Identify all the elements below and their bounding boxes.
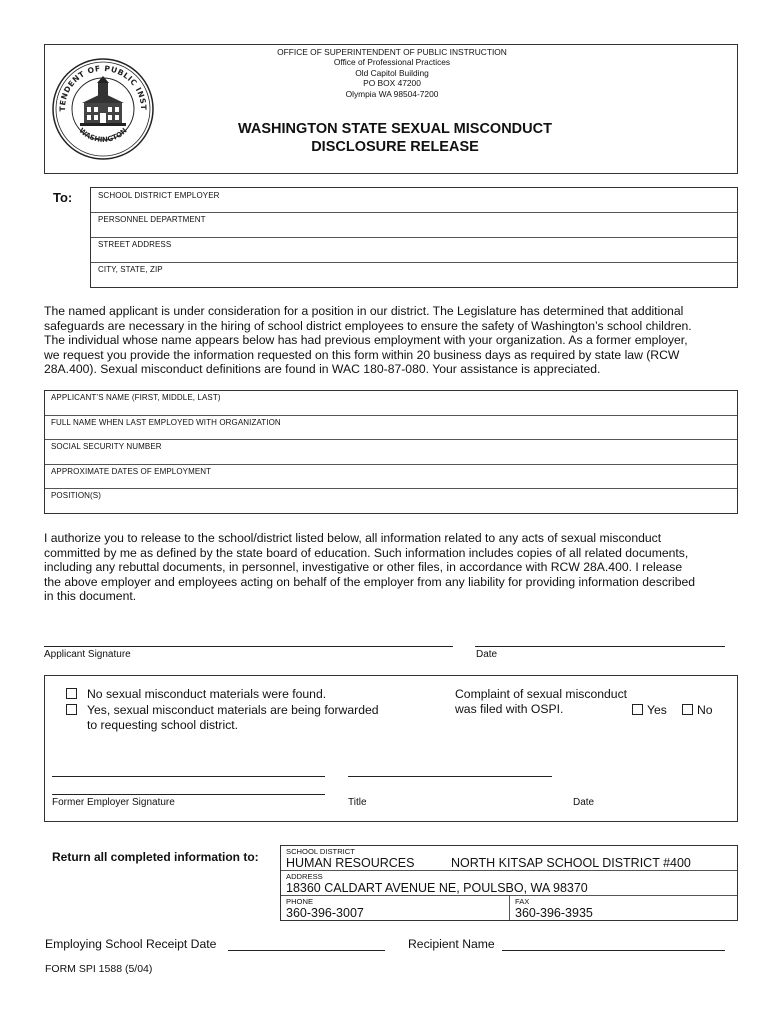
former-employer-signature-line[interactable] xyxy=(52,776,325,777)
street-address-field[interactable] xyxy=(91,238,737,263)
former-employer-title-line[interactable] xyxy=(348,776,552,777)
former-employer-signature-label: Former Employer Signature xyxy=(52,797,175,808)
applicant-date-label: Date xyxy=(476,649,498,660)
office-line: Office of Professional Practices xyxy=(333,57,451,68)
field-label: APPLICANT’S NAME (FIRST, MIDDLE, LAST) xyxy=(51,393,221,402)
header-box xyxy=(44,44,738,174)
office-line: OFFICE OF SUPERINTENDENT OF PUBLIC INSTRUCTION xyxy=(277,47,507,57)
fax-cell xyxy=(510,896,737,920)
office-line: Olympia WA 98504-7200 xyxy=(345,88,439,99)
school-district-label: SCHOOL DISTRICT xyxy=(286,847,355,856)
field-label: STREET ADDRESS xyxy=(98,240,172,249)
phone-value: 360-396-3007 xyxy=(286,906,364,920)
paragraph-line: The named applicant is under consideration for a position in our district. The Legislature has determined that additional xyxy=(44,304,684,318)
field-label: FULL NAME WHEN LAST EMPLOYED WITH ORGANIZATION xyxy=(51,418,281,427)
school-district-name: NORTH KITSAP SCHOOL DISTRICT #400 xyxy=(451,856,691,870)
complaint-yes-checkbox[interactable] xyxy=(632,704,643,715)
complaint-question-line-2: was filed with OSPI. xyxy=(455,701,564,716)
no-materials-label: No sexual misconduct materials were found. xyxy=(87,687,327,701)
complaint-question-line-1: Complaint of sexual misconduct xyxy=(455,687,628,701)
applicant-signature-label: Applicant Signature xyxy=(44,649,131,660)
complaint-no-checkbox[interactable] xyxy=(682,704,693,715)
address-row xyxy=(281,871,737,896)
paragraph-line: The individual whose name appears below has had previous employment with your organization. As a former employer, xyxy=(44,333,688,348)
former-employer-date-label: Date xyxy=(573,797,595,808)
no-materials-checkbox[interactable] xyxy=(66,688,77,699)
applicant-name-field[interactable] xyxy=(45,391,737,416)
materials-forwarded-checkbox[interactable] xyxy=(66,704,77,715)
employer-response-box xyxy=(44,675,738,822)
return-address-box xyxy=(280,845,738,921)
complaint-no-label: No xyxy=(697,703,713,717)
address-value: 18360 CALDART AVENUE NE, POULSBO, WA 98370 xyxy=(286,881,588,895)
materials-forwarded-line-1: Yes, sexual misconduct materials are being forwarded xyxy=(87,703,379,717)
field-label: APPROXIMATE DATES OF EMPLOYMENT xyxy=(51,467,212,476)
school-district-dept: HUMAN RESOURCES xyxy=(286,856,415,870)
ospi-seal-logo xyxy=(51,57,155,161)
former-employer-signature-line-lower xyxy=(52,794,325,795)
paragraph-line: 28A.400). Sexual misconduct definitions are found in WAC 180-87-080. Your assistance is appreciated. xyxy=(44,362,601,377)
city-state-zip-field[interactable] xyxy=(91,263,737,287)
personnel-department-field[interactable] xyxy=(91,213,737,238)
address-label: ADDRESS xyxy=(286,872,323,881)
authorization-paragraph xyxy=(44,531,744,604)
materials-forwarded-line-2: to requesting school district. xyxy=(87,717,239,732)
applicant-fields-box xyxy=(44,390,738,514)
phone-label: PHONE xyxy=(286,897,314,906)
receipt-date-line[interactable] xyxy=(228,950,385,951)
svg-text:SUPERINTENDENT OF PUBLIC INSTR: TENDENT OF PUBLIC INST xyxy=(57,63,149,112)
form-title-line-2: DISCLOSURE RELEASE xyxy=(311,139,479,155)
to-label: To: xyxy=(53,190,73,205)
form-number: FORM SPI 1588 (5/04) xyxy=(45,963,153,975)
fax-label: FAX xyxy=(515,897,530,906)
paragraph-line: we request you provide the information requested on this form within 20 business days as required by state law (RCW xyxy=(44,347,680,362)
complaint-yes-label: Yes xyxy=(647,703,667,717)
recipient-name-line[interactable] xyxy=(502,950,725,951)
intro-paragraph xyxy=(44,304,744,377)
office-line: Old Capitol Building xyxy=(355,67,429,78)
field-label: SCHOOL DISTRICT EMPLOYER xyxy=(98,191,220,200)
form-title-line-1: WASHINGTON STATE SEXUAL MISCONDUCT xyxy=(238,121,552,137)
complaint-question xyxy=(455,687,627,716)
return-instructions-label: Return all completed information to: xyxy=(52,850,259,864)
field-label: SOCIAL SECURITY NUMBER xyxy=(51,442,162,451)
social-security-number-field[interactable] xyxy=(45,440,737,465)
field-label: CITY, STATE, ZIP xyxy=(98,265,163,274)
school-district-row xyxy=(281,846,737,871)
paragraph-line: committed by me as defined by the state board of education. Such information includes copies of all related documents, xyxy=(44,545,689,560)
paragraph-line: I authorize you to release to the school/district listed below, all information related to any acts of sexual misconduct xyxy=(44,531,662,545)
paragraph-line: including any rebuttal documents, in personnel, investigative or other files, in accordance with RCW 28A.400. I release xyxy=(44,560,683,575)
paragraph-line: safeguards are necessary in the hiring of school district employees to ensure the safety of Washington’s school children. xyxy=(44,318,692,333)
phone-cell xyxy=(281,896,510,920)
form-title xyxy=(165,120,625,156)
recipient-name-label: Recipient Name xyxy=(408,937,495,951)
positions-field[interactable] xyxy=(45,489,737,513)
svg-text:WASHINGTON: WASHINGTON xyxy=(77,126,129,144)
paragraph-line: in this document. xyxy=(44,589,137,604)
paragraph-line: the above employer and employees acting on behalf of the employer from any liability for providing information described xyxy=(44,574,696,589)
office-address-block xyxy=(245,47,539,99)
school-district-employer-field[interactable] xyxy=(91,188,737,213)
receipt-date-label: Employing School Receipt Date xyxy=(45,937,217,951)
materials-forwarded-label xyxy=(87,703,379,732)
dates-of-employment-field[interactable] xyxy=(45,465,737,489)
fax-value: 360-396-3935 xyxy=(515,906,593,920)
applicant-date-line[interactable] xyxy=(475,646,725,647)
field-label: PERSONNEL DEPARTMENT xyxy=(98,215,206,224)
field-label: POSITION(S) xyxy=(51,491,101,500)
former-employer-title-label: Title xyxy=(348,797,367,808)
applicant-signature-line[interactable] xyxy=(44,646,453,647)
to-fields-box xyxy=(90,187,738,288)
full-name-when-employed-field[interactable] xyxy=(45,416,737,440)
office-line: PO BOX 47200 xyxy=(363,78,421,89)
